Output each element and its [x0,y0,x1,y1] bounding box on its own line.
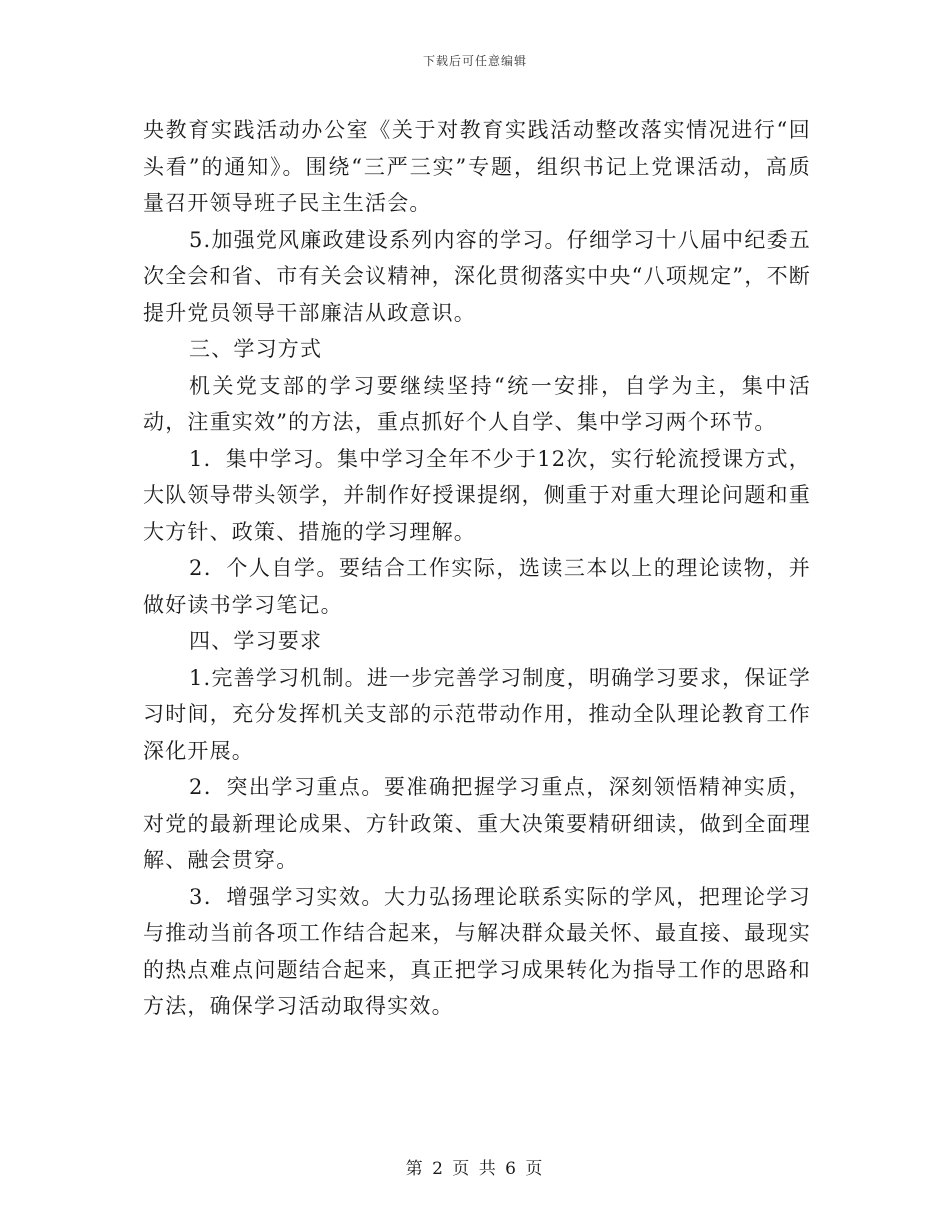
paragraph-6: 2．个人自学。要结合工作实际，选读三本以上的理论读物，并做好读书学习笔记。 [143,556,811,617]
paragraph-1: 央教育实践活动办公室《关于对教育实践活动整改落实情况进行“回头看”的通知》。围绕“三严三实”专题，组织书记上党课活动，高质量召开领导班子民主生活会。 [143,118,811,215]
paragraph-9: 2．突出学习重点。要准确把握学习重点，深刻领悟精神实质，对党的最新理论成果、方针政策、重大决策要精研细读，做到全面理解、融会贯穿。 [143,775,811,872]
document-body [143,112,811,1025]
paragraph-8: 1.完善学习机制。进一步完善学习制度，明确学习要求，保证学习时间，充分发挥机关支部的示范带动作用，推动全队理论教育工作深化开展。 [143,665,811,763]
paragraph-10: 3．增强学习实效。大力弘扬理论联系实际的学风，把理论学习与推动当前各项工作结合起来，与解决群众最关怀、最直接、最现实的热点难点问题结合起来，真正把学习成果转化为指导工作的思路和方法，确保学习活动取得实效。 [143,884,811,1018]
page-number: 第 2 页 共 6 页 [405,1159,545,1179]
paragraph-4: 机关党支部的学习要继续坚持“统一安排，自学为主，集中活动，注重实效”的方法，重点抓好个人自学、集中学习两个环节。 [143,373,811,434]
section-heading-4: 四、学习要求 [189,629,323,653]
paragraph-5: 1．集中学习。集中学习全年不少于12次，实行轮流授课方式，大队领导带头领学，并制作好授课提纲，侧重于对重大理论问题和重大方针、政策、措施的学习理解。 [143,446,811,544]
paragraph-2: 5.加强党风廉政建设系列内容的学习。仔细学习十八届中纪委五次全会和省、市有关会议精神，深化贯彻落实中央“八项规定”，不断提升党员领导干部廉洁从政意识。 [143,227,811,325]
page-header: 下载后可任意编辑 [422,54,527,68]
section-heading-3: 三、学习方式 [189,337,323,361]
